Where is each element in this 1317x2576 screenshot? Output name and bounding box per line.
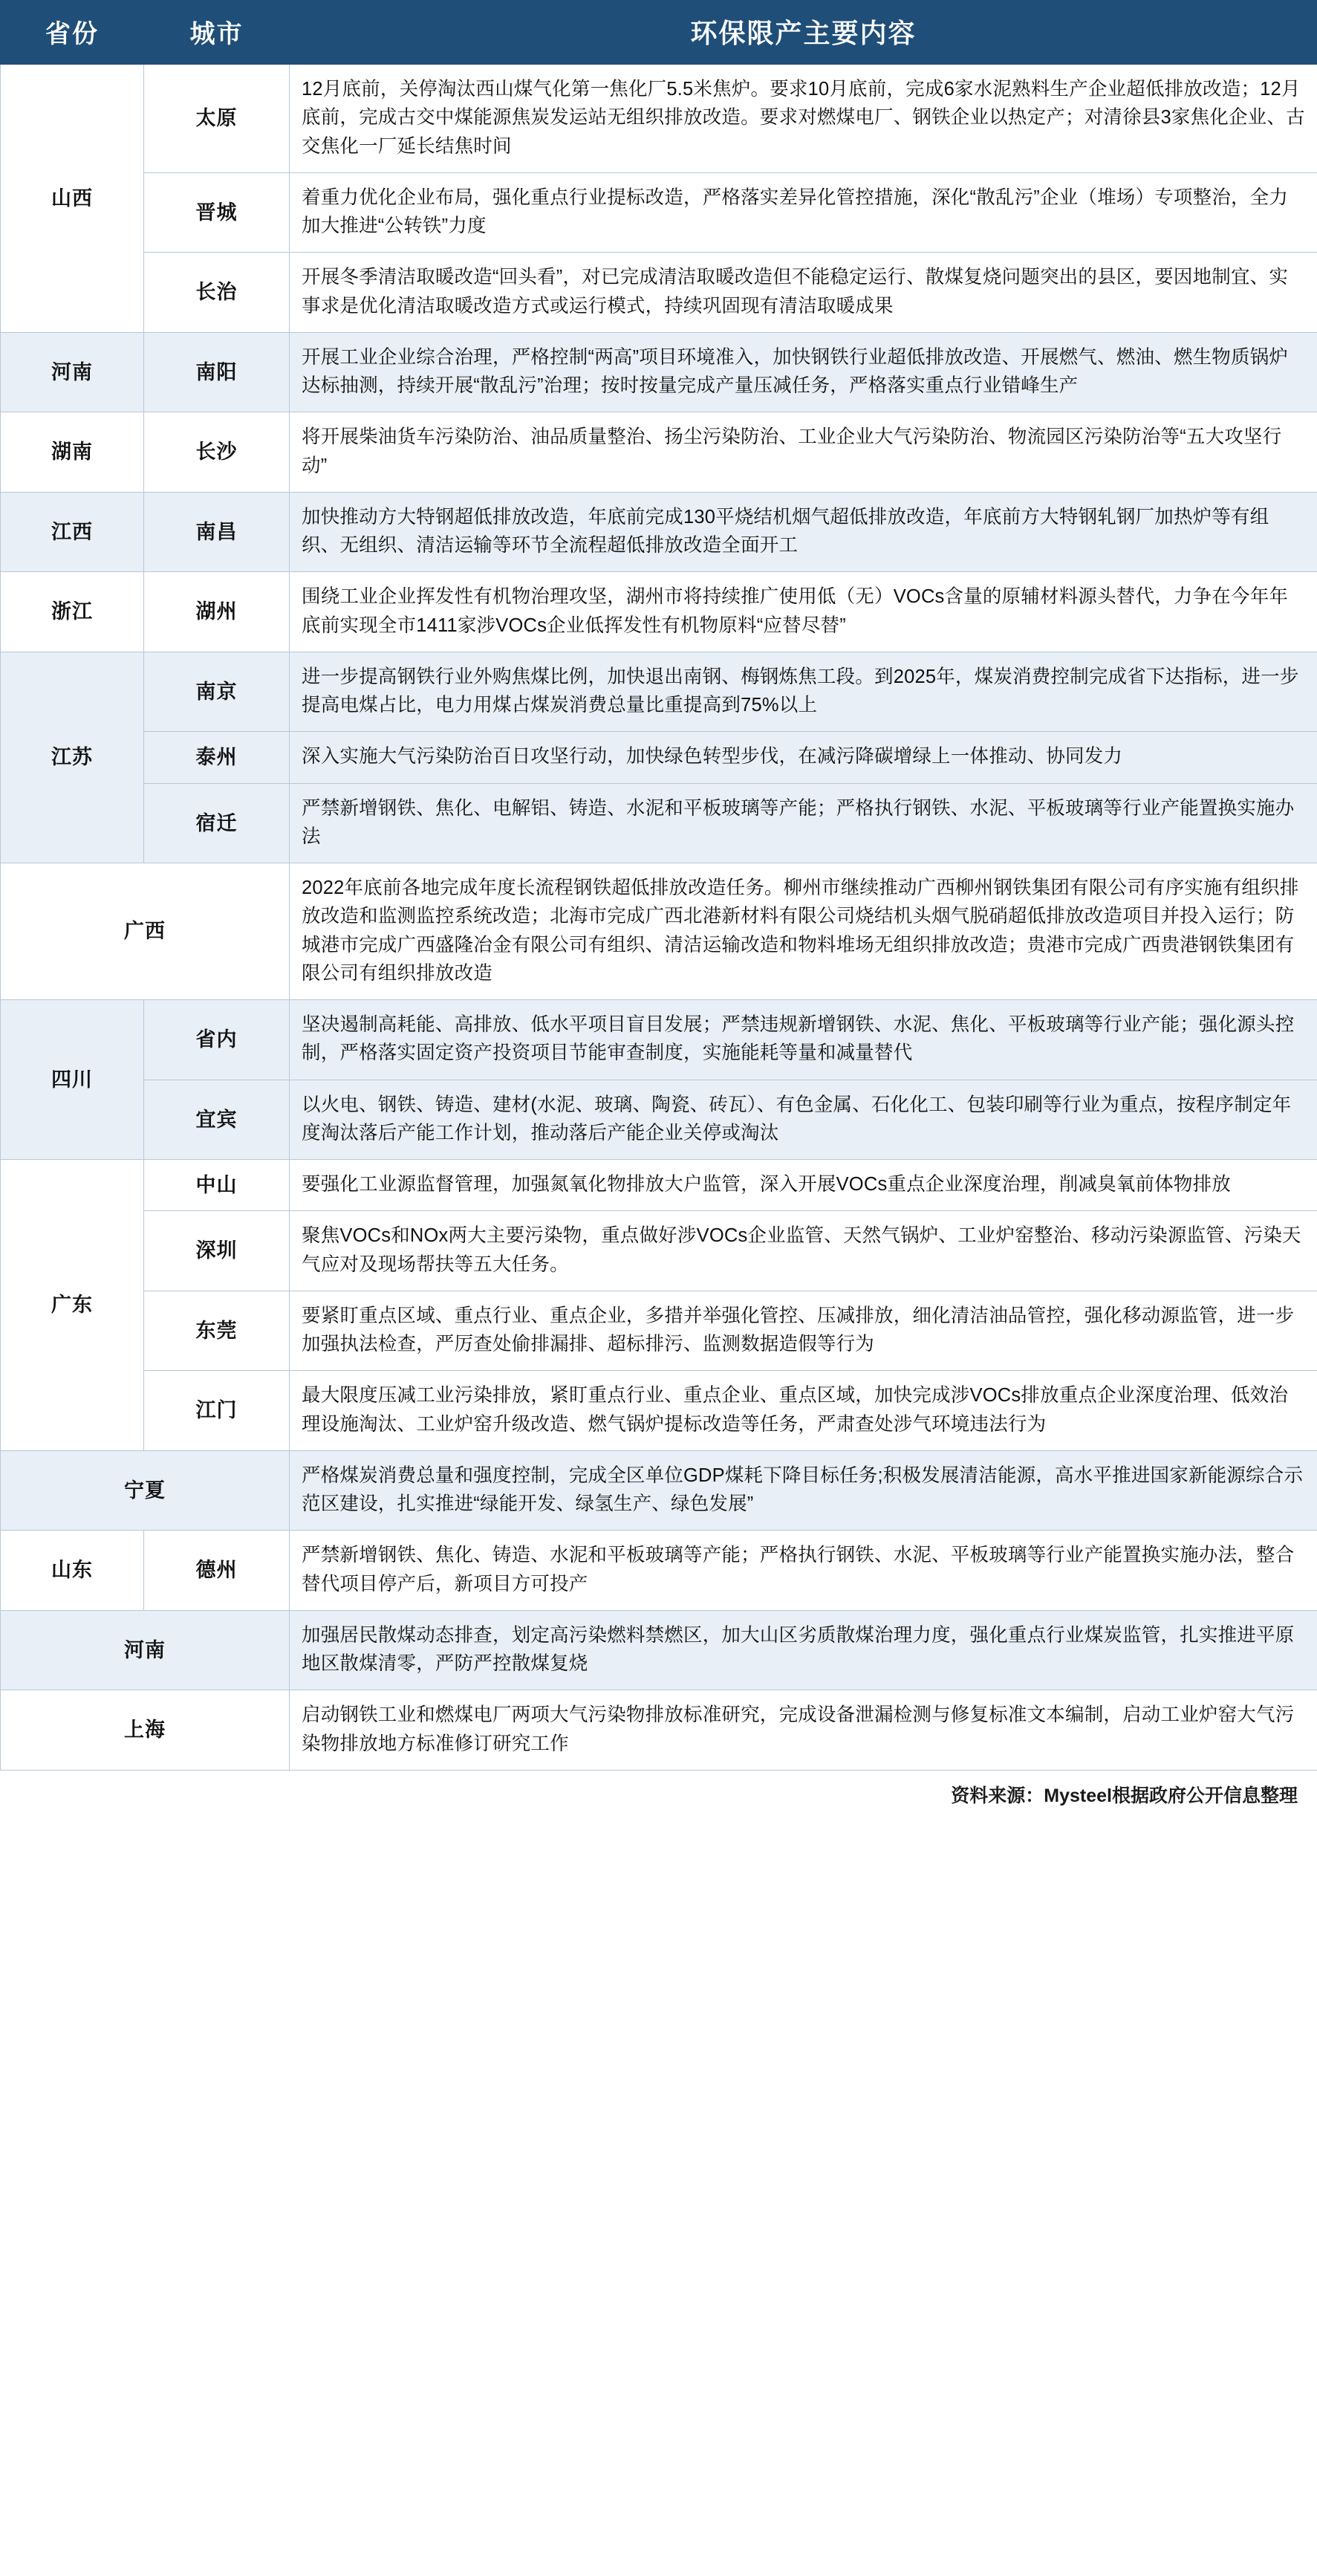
table-row (1, 492, 1317, 572)
cell-content: 着重力优化企业布局，强化重点行业提标改造，严格落实差异化管控措施，深化“散乱污”企业（堆场）专项整治，全力加大推进“公转铁”力度 (290, 172, 1317, 253)
table-row (1, 1690, 1317, 1771)
cell-content: 要强化工业源监督管理，加强氮氧化物排放大户监管，深入开展VOCs重点企业深度治理，削减臭氧前体物排放 (290, 1160, 1317, 1211)
cell-province: 广西 (1, 863, 290, 1000)
table-body (1, 65, 1317, 1771)
table-row (1, 253, 1317, 333)
cell-city: 泰州 (144, 732, 290, 783)
table-row (1, 65, 1317, 173)
cell-city: 湖州 (144, 572, 290, 652)
table-header (1, 1, 1317, 65)
cell-province: 山东 (1, 1531, 144, 1611)
cell-province: 宁夏 (1, 1450, 290, 1531)
table-row (1, 1531, 1317, 1611)
cell-content: 启动钢铁工业和燃煤电厂两项大气污染物排放标准研究，完成设备泄漏检测与修复标准文本编制，启动工业炉窑大气污染物排放地方标准修订研究工作 (290, 1690, 1317, 1771)
table-row (1, 1000, 1317, 1080)
cell-content: 坚决遏制高耗能、高排放、低水平项目盲目发展；严禁违规新增钢铁、水泥、焦化、平板玻璃等行业产能；强化源头控制，严格落实固定资产投资项目节能审查制度，实施能耗等量和减量替代 (290, 1000, 1317, 1080)
cell-content: 最大限度压减工业污染排放，紧盯重点行业、重点企业、重点区域，加快完成涉VOCs排放重点企业深度治理、低效治理设施淘汰、工业炉窑升级改造、燃气锅炉提标改造等任务，严肃查处涉气环境违法行为 (290, 1371, 1317, 1451)
cell-content: 将开展柴油货车污染防治、油品质量整治、扬尘污染防治、工业企业大气污染防治、物流园区污染防治等“五大攻坚行动” (290, 412, 1317, 493)
cell-city: 太原 (144, 65, 290, 173)
cell-content: 严禁新增钢铁、焦化、铸造、水泥和平板玻璃等产能；严格执行钢铁、水泥、平板玻璃等行业产能置换实施办法，整合替代项目停产后，新项目方可投产 (290, 1531, 1317, 1611)
cell-content: 加快推动方大特钢超低排放改造，年底前完成130平烧结机烟气超低排放改造，年底前方大特钢轧钢厂加热炉等有组织、无组织、清洁运输等环节全流程超低排放改造全面开工 (290, 492, 1317, 572)
cell-content: 开展工业企业综合治理，严格控制“两高”项目环境准入，加快钢铁行业超低排放改造、开展燃气、燃油、燃生物质锅炉达标抽测，持续开展“散乱污”治理；按时按量完成产量压减任务，严格落实重点行业错峰生产 (290, 332, 1317, 412)
cell-city: 长治 (144, 253, 290, 333)
table-header-row (1, 1, 1317, 65)
cell-province: 四川 (1, 1000, 144, 1160)
table-row (1, 1160, 1317, 1211)
table-row (1, 1450, 1317, 1531)
cell-content: 开展冬季清洁取暖改造“回头看”，对已完成清洁取暖改造但不能稳定运行、散煤复烧问题突出的县区，要因地制宜、实事求是优化清洁取暖改造方式或运行模式，持续巩固现有清洁取暖成果 (290, 253, 1317, 333)
cell-city: 东莞 (144, 1291, 290, 1371)
cell-city: 省内 (144, 1000, 290, 1080)
cell-city: 晋城 (144, 172, 290, 253)
table-row (1, 572, 1317, 652)
column-header-province: 省份 (1, 1, 144, 65)
table-row (1, 412, 1317, 493)
table-row (1, 1211, 1317, 1291)
table-row (1, 172, 1317, 253)
cell-province: 上海 (1, 1690, 290, 1771)
cell-province: 浙江 (1, 572, 144, 652)
cell-province: 河南 (1, 332, 144, 412)
table-row (1, 1371, 1317, 1451)
table-row (1, 863, 1317, 1000)
cell-content: 2022年底前各地完成年度长流程钢铁超低排放改造任务。柳州市继续推动广西柳州钢铁集团有限公司有序实施有组织排放改造和监测监控系统改造；北海市完成广西北港新材料有限公司烧结机头烟气脱硝超低排放改造项目并投入运行；防城港市完成广西盛隆冶金有限公司有组织、清洁运输改造和物料堆场无组织排放改造；贵港市完成广西贵港钢铁集团有限公司有组织排放改造 (290, 863, 1317, 1000)
cell-province: 河南 (1, 1610, 290, 1690)
column-header-content: 环保限产主要内容 (290, 1, 1317, 65)
cell-content: 严格煤炭消费总量和强度控制，完成全区单位GDP煤耗下降目标任务;积极发展清洁能源，高水平推进国家新能源综合示范区建设，扎实推进“绿能开发、绿氢生产、绿色发展” (290, 1450, 1317, 1531)
table-row (1, 732, 1317, 783)
cell-content: 12月底前，关停淘汰西山煤气化第一焦化厂5.5米焦炉。要求10月底前，完成6家水泥熟料生产企业超低排放改造；12月底前，完成古交中煤能源焦炭发运站无组织排放改造。要求对燃煤电厂、钢铁企业以热定产；对清徐县3家焦化企业、古交焦化一厂延长结焦时间 (290, 65, 1317, 173)
cell-city: 中山 (144, 1160, 290, 1211)
cell-city: 江门 (144, 1371, 290, 1451)
table-row (1, 652, 1317, 732)
table-row (1, 332, 1317, 412)
column-header-city: 城市 (144, 1, 290, 65)
cell-content: 严禁新增钢铁、焦化、电解铝、铸造、水泥和平板玻璃等产能；严格执行钢铁、水泥、平板玻璃等行业产能置换实施办法 (290, 783, 1317, 863)
cell-province: 山西 (1, 65, 144, 333)
cell-city: 南昌 (144, 492, 290, 572)
table-row (1, 1080, 1317, 1160)
table-row (1, 783, 1317, 863)
cell-city: 南京 (144, 652, 290, 732)
cell-province: 广东 (1, 1160, 144, 1451)
table-row (1, 1291, 1317, 1371)
cell-province: 江西 (1, 492, 144, 572)
cell-content: 围绕工业企业挥发性有机物治理攻坚，湖州市将持续推广使用低（无）VOCs含量的原辅材料源头替代，力争在今年年底前实现全市1411家涉VOCs企业低挥发性有机物原料“应替尽替” (290, 572, 1317, 652)
cell-content: 加强居民散煤动态排查，划定高污染燃料禁燃区，加大山区劣质散煤治理力度，强化重点行业煤炭监管，扎实推进平原地区散煤清零，严防严控散煤复烧 (290, 1610, 1317, 1690)
cell-city: 长沙 (144, 412, 290, 493)
cell-content: 进一步提高钢铁行业外购焦煤比例，加快退出南钢、梅钢炼焦工段。到2025年，煤炭消费控制完成省下达指标，进一步提高电煤占比，电力用煤占煤炭消费总量比重提高到75%以上 (290, 652, 1317, 732)
cell-city: 南阳 (144, 332, 290, 412)
table-row (1, 1610, 1317, 1690)
cell-city: 宜宾 (144, 1080, 290, 1160)
source-note: 资料来源：Mysteel根据政府公开信息整理 (951, 1785, 1298, 1806)
cell-city: 宿迁 (144, 783, 290, 863)
cell-city: 德州 (144, 1531, 290, 1611)
cell-province: 湖南 (1, 412, 144, 493)
cell-province: 江苏 (1, 652, 144, 863)
cell-content: 深入实施大气污染防治百日攻坚行动，加快绿色转型步伐，在减污降碳增绿上一体推动、协同发力 (290, 732, 1317, 783)
cell-content: 以火电、钢铁、铸造、建材(水泥、玻璃、陶瓷、砖瓦）、有色金属、石化化工、包装印刷等行业为重点，按程序制定年度淘汰落后产能工作计划，推动落后产能企业关停或淘汰 (290, 1080, 1317, 1160)
cell-content: 要紧盯重点区域、重点行业、重点企业，多措并举强化管控、压减排放，细化清洁油品管控，强化移动源监管，进一步加强执法检查，严厉查处偷排漏排、超标排污、监测数据造假等行为 (290, 1291, 1317, 1371)
cell-city: 深圳 (144, 1211, 290, 1291)
cell-content: 聚焦VOCs和NOx两大主要污染物，重点做好涉VOCs企业监管、天然气锅炉、工业炉窑整治、移动污染源监管、污染天气应对及现场帮扶等五大任务。 (290, 1211, 1317, 1291)
